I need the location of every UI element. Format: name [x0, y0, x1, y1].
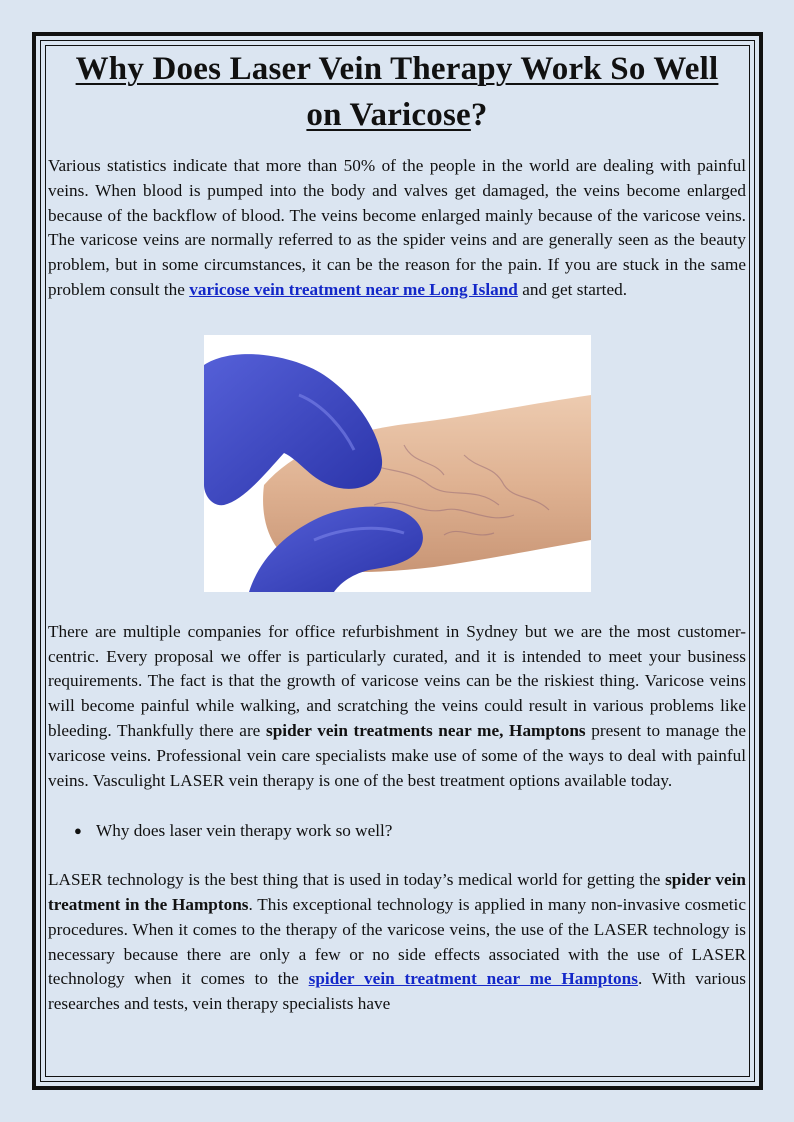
hamptons-bold-text: spider vein treatments near me, Hamptons	[265, 720, 586, 740]
title-line1: Why Does Laser Vein Therapy Work So Well	[75, 51, 719, 87]
intro-tail: and get started.	[517, 279, 628, 299]
bullet-icon: ●	[74, 823, 82, 839]
bullet-list	[48, 819, 746, 844]
list-item	[48, 819, 746, 844]
companies-tail: present to manage the varicose veins. Professional vein care specialists make use of some of the ways to deal with painful veins. Vasculight LASER vein therapy is one of the best treatment options available today.	[48, 720, 746, 790]
laser-text: LASER technology is the best thing that is used in today’s medical world for getting the	[48, 870, 666, 890]
document-body	[48, 46, 746, 1017]
laser-paragraph	[48, 868, 746, 1017]
title-line2: on Varicose	[306, 97, 471, 133]
spider-vein-treatment-link[interactable]: spider vein treatment near me Hamptons	[308, 969, 638, 989]
title-question-mark: ?	[470, 97, 488, 133]
intro-paragraph	[48, 154, 746, 303]
leg-vein-photo	[204, 335, 591, 592]
companies-text: There are multiple companies for office refurbishment in Sydney but we are the most customer-centric. Every proposal we offer is particularly curated, and it is intended to meet your business requirements. The fact is that the growth of varicose veins can be the riskiest thing. Varicose veins will become painful while walking, and scratching the veins could result in various problems like bleeding. Thankfully there are	[48, 621, 746, 740]
bullet-text: Why does laser vein therapy work so well?	[96, 821, 393, 841]
hamptons-treatment-bold: spider vein treatment in the Hamptons	[48, 870, 747, 914]
companies-paragraph	[48, 620, 746, 794]
laser-text-mid: . This exceptional technology is applied in many non-invasive cosmetic procedures. When it comes to the therapy of the varicose veins, the use of the LASER technology is necessary because there are only a few or no side effects associated with the use of LASER technology when it comes to the	[48, 894, 746, 989]
leg-vein-illustration	[204, 335, 591, 592]
intro-text: Various statistics indicate that more than 50% of the people in the world are dealing with painful veins. When blood is pumped into the body and valves get damaged, the veins become enlarged because of the backflow of blood. The veins become enlarged mainly because of the varicose veins. The varicose veins are normally referred to as the spider veins and are generally seen as the beauty problem, but in some circumstances, it can be the reason for the pain. If you are stuck in the same problem consult the	[48, 156, 746, 299]
page-title	[48, 46, 746, 138]
laser-text-tail: . With various researches and tests, vein therapy specialists have	[48, 969, 746, 1014]
varicose-treatment-link[interactable]: varicose vein treatment near me Long Island	[189, 279, 518, 299]
